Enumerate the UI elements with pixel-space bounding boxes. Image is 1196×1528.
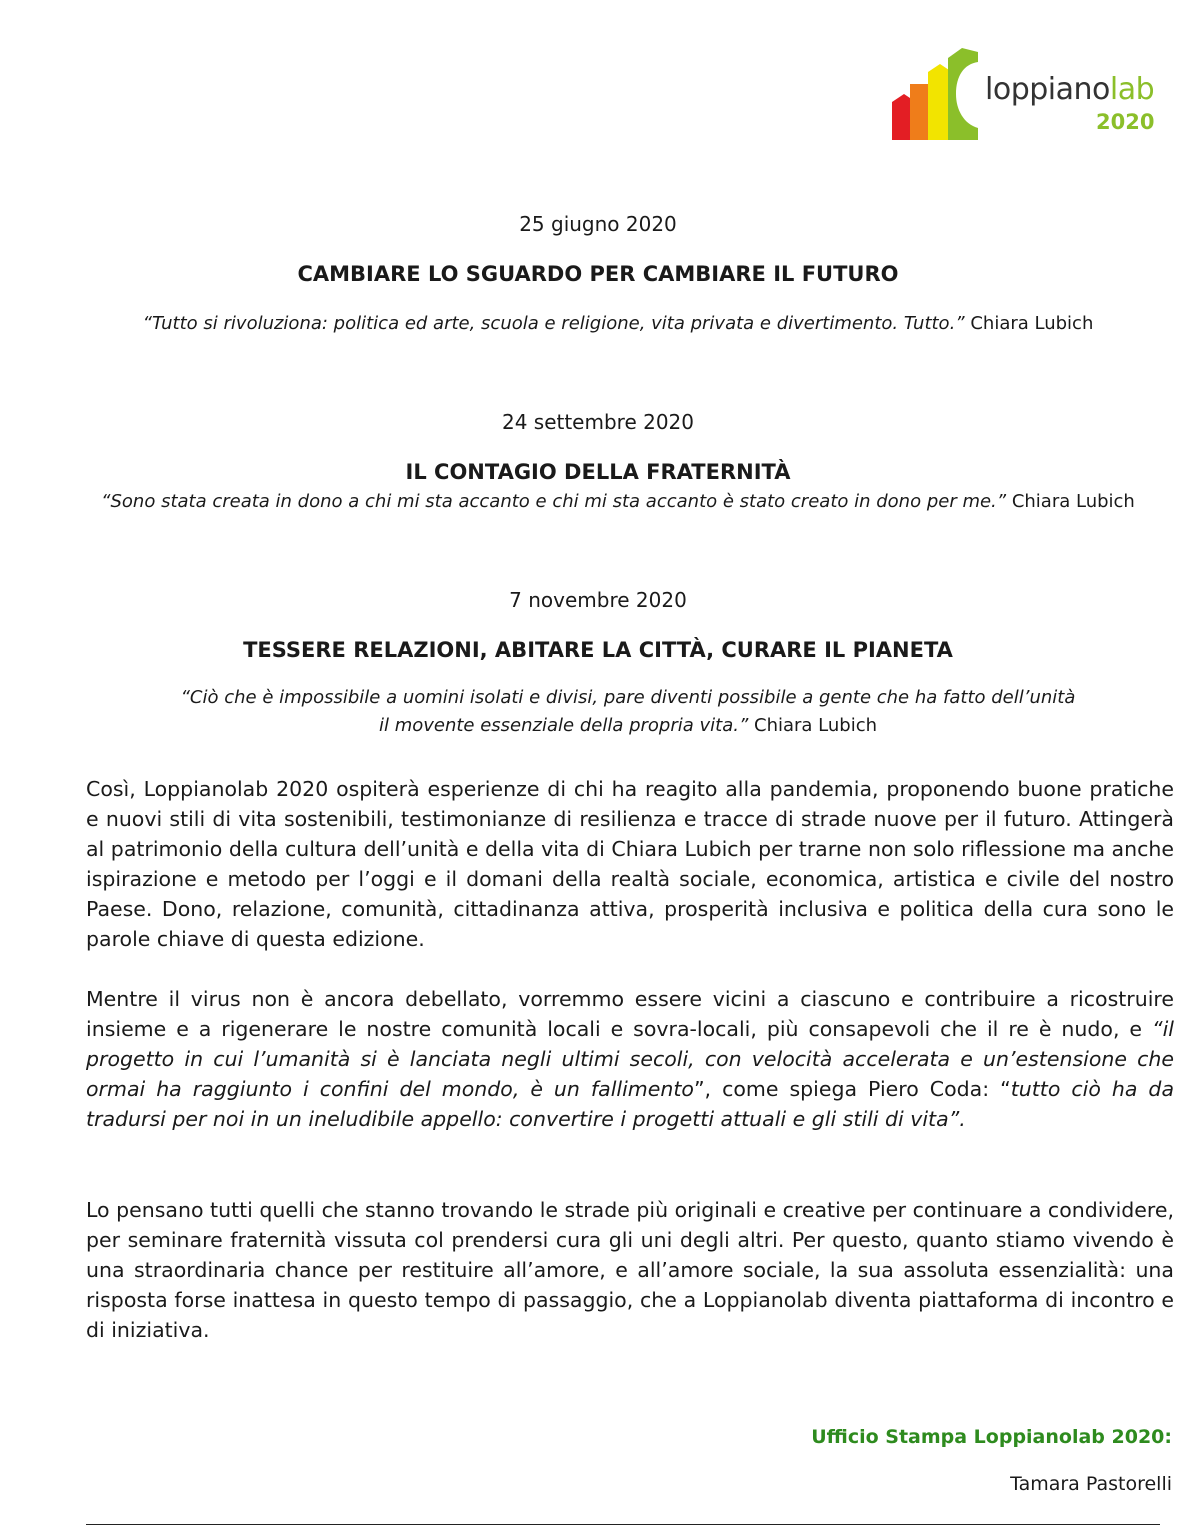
bottom-divider (86, 1524, 1160, 1525)
event-1-author: Chiara Lubich (964, 313, 1094, 334)
paragraph-1: Così, Loppianolab 2020 ospiterà esperienze di chi ha reagito alla pandemia, proponendo buone pratiche e nuovi stili di vita sostenibili, testimonianze di resilienza e tracce di strade nuove per il futuro. Attingerà al patrimonio della cultura dell’unità e della vita di Chiara Lubich per trarne non solo riflessione ma anche ispirazione e metodo per l’oggi e il domani della realtà sociale, economica, artistica e civile del nostro Paese. Dono, relazione, comunità, cittadinanza attiva, prosperità inclusiva e politica della cura sono le parole chiave di questa edizione. (86, 777, 1174, 951)
event-1-quote-line (0, 313, 1196, 334)
paragraph-2-part-c: ”, come spiega Piero Coda: “ (693, 1077, 1011, 1101)
logo-word-accent: lab (1109, 72, 1155, 107)
loppianolab-logo (890, 46, 1170, 140)
event-2-quote: “Sono stata creata in dono a chi mi sta accanto e chi mi sta accanto è stato creato in dono per me.” (101, 491, 1007, 512)
event-1-title: CAMBIARE LO SGUARDO PER CAMBIARE IL FUTURO (297, 262, 899, 286)
event-3-date: 7 novembre 2020 (509, 588, 687, 612)
event-1-date: 25 giugno 2020 (519, 212, 677, 236)
paragraph-2-quote-b: tutto ciò ha da tradursi per noi in un ineludibile appello: convertire i progetti attuali e gli stili di vita”. (86, 1077, 1175, 1131)
event-3-quote-2: il movente essenziale della propria vita.” (378, 715, 749, 736)
paragraph-2-part-a: Mentre il virus non è ancora debellato, vorremmo essere vicini a ciascuno e contribuire a ricostruire insieme e a rigenerare le nostre comunità locali e sovra-locali, più consapevoli che il re è nudo, e (86, 987, 1174, 1041)
logo-buildings-icon (890, 46, 980, 140)
event-2-author: Chiara Lubich (1006, 491, 1135, 512)
event-2-title: IL CONTAGIO DELLA FRATERNITÀ (405, 460, 791, 484)
paragraph-2 (86, 984, 1174, 1134)
contact-name: Tamara Pastorelli (1010, 1473, 1172, 1495)
logo-year: 2020 (1096, 110, 1155, 134)
logo-wordmark (985, 72, 1154, 107)
event-3-quote-1: “Ciò che è impossibile a uomini isolati e divisi, pare diventi possibile a gente che ha fatto dell’unità (180, 687, 1076, 708)
paragraph-3: Lo pensano tutti quelli che stanno trovando le strade più originali e creative per continuare a condividere, per seminare fraternità vissuta col prendersi cura gli uni degli altri. Per questo, quanto stiamo vivendo è una straordinaria chance per restituire all’amore, e all’amore sociale, la sua assoluta essenzialità: una risposta forse inattesa in questo tempo di passaggio, che a Loppianolab diventa piattaforma di incontro e di iniziativa. (86, 1198, 1174, 1342)
paragraph-2-quote-a: “il progetto in cui l’umanità si è lanciata negli ultimi secoli, con velocità accelerata e un’estensione che ormai ha raggiunto i confini del mondo, è un fallimento (86, 1017, 1174, 1101)
event-3-quote-line-1 (0, 687, 1196, 708)
event-3-quote-line-2 (0, 715, 1196, 736)
event-3-title: TESSERE RELAZIONI, ABITARE LA CITTÀ, CURARE IL PIANETA (243, 638, 953, 662)
event-1-quote: “Tutto si rivoluziona: politica ed arte, scuola e religione, vita privata e divertimento. Tutto.” (142, 313, 965, 334)
event-2-quote-line (0, 491, 1196, 512)
event-3-author: Chiara Lubich (748, 715, 878, 736)
logo-word-main: loppiano (985, 72, 1110, 107)
event-2-date: 24 settembre 2020 (501, 410, 695, 434)
press-office-label: Ufficio Stampa Loppianolab 2020: (811, 1426, 1172, 1448)
